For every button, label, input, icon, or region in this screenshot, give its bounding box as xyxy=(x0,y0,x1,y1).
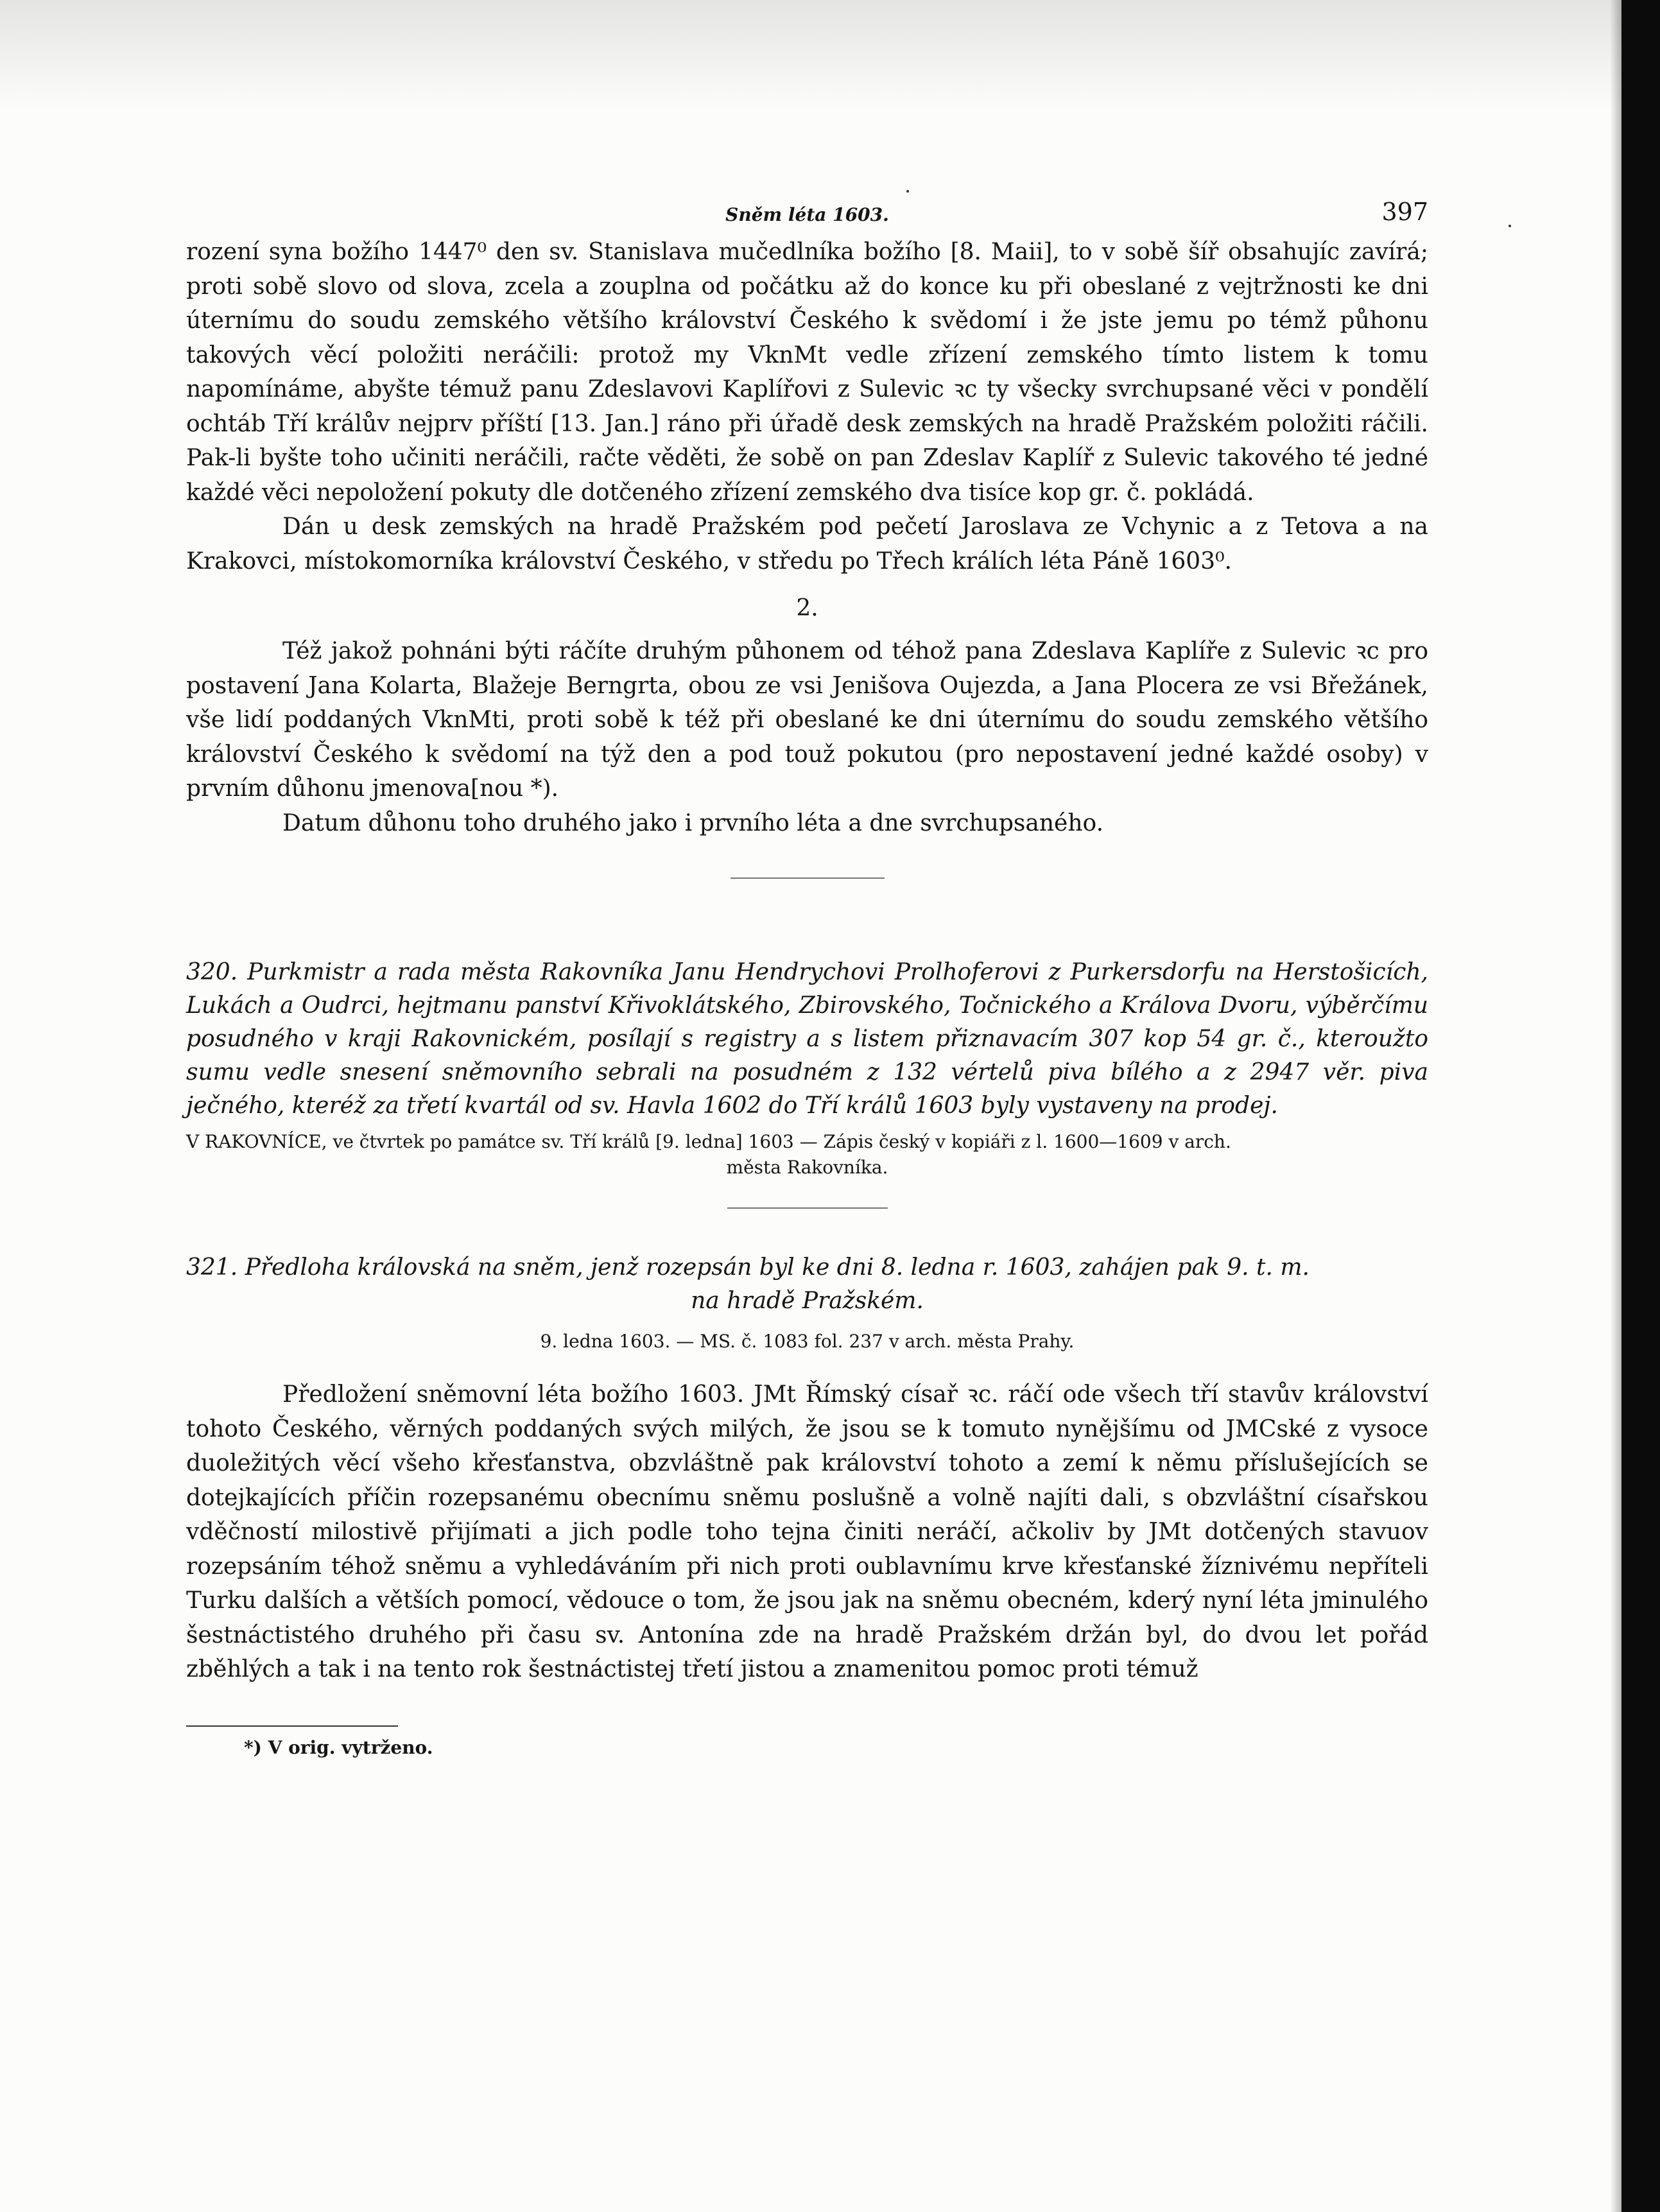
paragraph: Též jakož pohnáni býti ráčíte druhým půhonem od téhož pana Zdeslava Kaplíře z Sulevic ꝛc pro postavení Jana Kolarta, Blažeje Berngrta, obou ze vsi Jenišova Oujezda, a Jana Plocera ze vsi Břežánek, vše lidí poddaných VknMti, proti sobě k též při obeslané ke dni úternímu do soudu zemského většího království Českého k svědomí na týž den a pod touž pokutou (pro nepostavení jedné každé osoby) v prvním důhonu jmenova[nou *). xyxy=(186,638,1428,802)
scan-shadow-edge xyxy=(1610,0,1621,2212)
paragraph: Datum důhonu toho druhého jako i prvního léta a dne svrchupsaného. xyxy=(282,809,1104,836)
running-title: Sněm léta 1603. xyxy=(725,204,889,225)
document-title-tail: na hradě Pražském. xyxy=(691,1288,924,1314)
page-number: 397 xyxy=(1381,198,1428,226)
footnote-rule xyxy=(186,1725,398,1727)
paragraph: Předložení sněmovní léta božího 1603. JMt Římský císař ꝛc. ráčí ode všech tří stavův království tohoto Českého, věrných poddaných svých milých, že jsou se k tomuto nynějšímu od JMCské z vysoce duoležitých věcí všeho křesťanstva, obzvláštně pak království tohoto a zemí k němu příslušejících se dotejkajících příčin rozepsanému obecnímu sněmu poslušně a volně najíti dali, s obzvláštní císařskou vděčností milostivě přijímati a jich podle toho tejna činiti neráčí, ačkoliv by JMt dotčených stavuov rozepsáním téhož sněmu a vyhledáváním při nich proti oublavnímu krve křesťanské žíznivému nepříteli Turku dalších a větších pomocí, vědouce o tom, že jsou jak na sněmu obecném, kderý nyní léta jminulého šestnáctistého druhého při času sv. Antonína zde na hradě Pražském držán byl, do dvou let pořád zběhlých a tak i na tento rok šestnáctistej třetí jistou a znamenitou pomoc proti témuž xyxy=(186,1381,1428,1682)
document-title: Předloha královská na sněm, jenž rozepsán byl ke dni 8. ledna r. 1603, zahájen pak 9. t. m. xyxy=(245,1254,1310,1281)
section-number: 2. xyxy=(796,595,818,621)
divider xyxy=(731,877,885,879)
document-heading xyxy=(186,956,1428,1123)
document-number: 321. xyxy=(186,1254,238,1281)
section-1 xyxy=(186,235,1428,578)
document-source xyxy=(186,1129,1428,1180)
footnote: *) V orig. vytrženo. xyxy=(244,1736,433,1758)
source-tail: města Rakovníka. xyxy=(726,1157,888,1178)
running-head xyxy=(186,193,1428,231)
divider xyxy=(727,1207,888,1209)
document-320 xyxy=(186,956,1428,1180)
document-title: Purkmistr a rada města Rakovníka Janu Hendrychovi Prolhoferovi z Purkersdorfu na Herstošicích, Lukách a Oudrci, hejtmanu panství Křivoklátského, Zbirovského, Točnického a Králova Dvoru, výběrčímu posudného v kraji Rakovnickém, posílají s registry a s listem přiznavacím 307 kop 54 gr. č., kteroužto sumu vedle snesení sněmovního sebrali na posudném z 132 vértelů piva bílého a z 2947 věr. piva ječného, kteréž za třetí kvartál od sv. Havla 1602 do Tří králů 1603 byly vystaveny na prodej. xyxy=(186,959,1429,1119)
document-321 xyxy=(186,1251,1428,1687)
paragraph: rození syna božího 1447⁰ den sv. Stanislava mučedlníka božího [8. Maii], to v sobě šíř obsahujíc zavírá; proti sobě slovo od slova, zcela a zouplna od počátku až do konce ku při obeslané z vejtržnosti ke dni úternímu do soudu zemského většího království Českého k svědomí i že jste jemu po témž půhonu takových věcí položiti neráčili: protož my VknMt vedle zřízení zemského tímto listem k tomu napomínáme, abyšte témuž panu Zdeslavovi Kaplířovi z Sulevic ꝛc ty všecky svrchupsané věci v pondělí ochtáb Tří králův nejprv příští [13. Jan.] ráno při úřadě desk zemských na hradě Pražském položiti ráčili. Pak-li byšte toho učiniti neráčili, račte věděti, že sobě on pan Zdeslav Kaplíř z Sulevic takového té jedné každé věci nepoložení pokuty dle dotčeného zřízení zemského dva tisíce kop gr. č. pokládá. xyxy=(186,239,1428,506)
paragraph: Dán u desk zemských na hradě Pražském pod pečetí Jaroslava ze Vchynic a z Tetova a na Krakovci, místokomorníka království Českého, v středu po Třech králích léta Páně 1603⁰. xyxy=(186,514,1428,575)
document-number: 320. xyxy=(186,959,238,985)
document-source: 9. ledna 1603. — MS. č. 1083 fol. 237 v arch. města Prahy. xyxy=(540,1331,1075,1352)
section-2 xyxy=(186,595,1428,840)
scan-border-right xyxy=(1621,0,1660,2212)
document-heading xyxy=(186,1251,1428,1318)
source-text: V RAKOVNÍCE, ve čtvrtek po památce sv. Tří králů [9. ledna] 1603 — Zápis český v kopiáři z l. 1600—1609 v arch. xyxy=(186,1131,1231,1152)
page-content xyxy=(186,193,1428,1758)
print-speck xyxy=(1509,225,1511,227)
scan-shadow-top xyxy=(0,0,1660,109)
